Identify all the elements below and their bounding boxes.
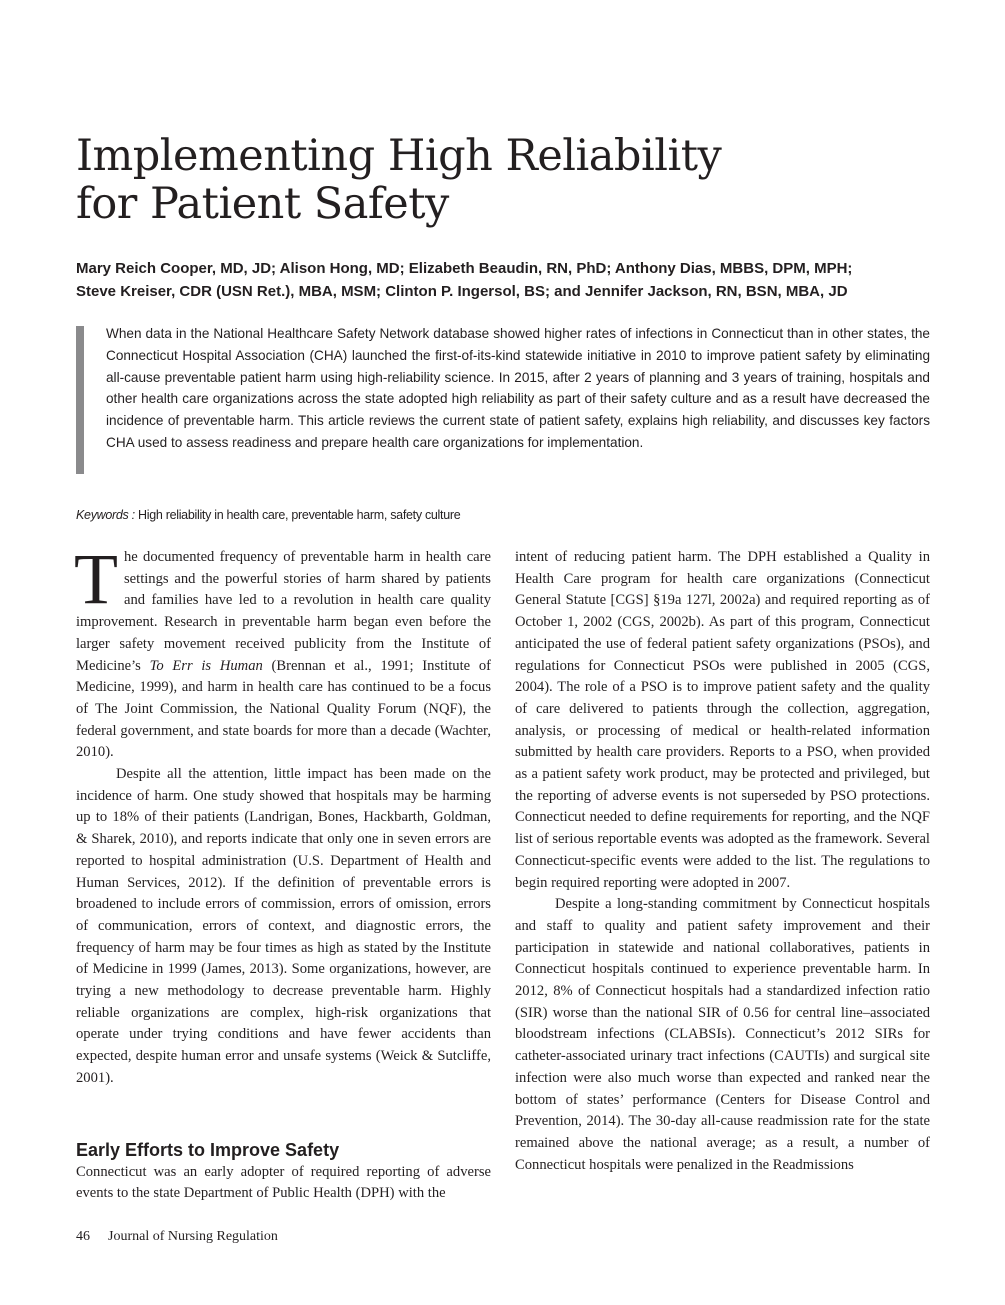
author-line-1: Mary Reich Cooper, MD, JD; Alison Hong, MD; Elizabeth Beaudin, RN, PhD; Anthony Dias, MBBS, DPM, MPH; <box>76 260 853 277</box>
body-paragraph-1-text-b: (Brennan et al., 1991; Institute of Medicine, 1999), and harm in health care has continued to be a focus of The Joint Commission, the National Quality Forum (NQF), the federal government, and state boards for more than a decade (Wachter, 2010). <box>76 657 492 761</box>
article-title-line-1: Implementing High Reliability <box>76 131 722 181</box>
journal-name: Journal of Nursing Regulation <box>108 1229 278 1244</box>
drop-cap: T <box>74 539 118 619</box>
page-footer <box>76 1228 476 1246</box>
book-title: To Err is Human <box>149 657 263 674</box>
keywords-label: Keywords : <box>76 508 135 522</box>
body-paragraph-3-continued: intent of reducing patient harm. The DPH established a Quality in Health Care program for health care organizations (Connecticut General Statute [CGS] §19a 127l, 2002a) and required reporting as of October 1, 2002 (CGS, 2002b). As part of this program, Connecticut anticipated the use of federal patient safety organizations (PSOs), and regulations for Connecticut PSOs were published in 2005 (CGS, 2004). The role of a PSO is to improve patient safety and the quality of care delivered to patients through the collection, aggregation, analysis, or processing of medical or health-related information submitted by health care providers. Reports to a PSO, when provided as a patient safety work product, may be protected and privileged, but the reporting of adverse events is not superseded by PSO protections. Connecticut needed to define requirements for reporting, and the NQF list of serious reportable events was adopted as the framework. Several Connecticut-specific events were added to the list. The regulations to begin required reporting were adopted in 2007. <box>515 549 930 891</box>
body-paragraph-3-start: Connecticut was an early adopter of required reporting of adverse events to the state Department of Public Health (DPH) with the <box>76 1163 491 1202</box>
article-title <box>76 132 936 228</box>
abstract-accent-bar <box>76 326 84 474</box>
article-title-line-2: for Patient Safety <box>76 179 449 229</box>
body-column-right <box>515 547 930 1176</box>
body-paragraph-2: Despite all the attention, little impact has been made on the incidence of harm. One study showed that hospitals may be harming up to 18% of their patients (Landrigan, Bones, Hackbarth, Goldman, & Sharek, 2010), and reports indicate that only one in seven errors are reported to hospital administration (U.S. Department of Health and Human Services, 2012). If the definition of preventable errors is broadened to include errors of commission, errors of omission, errors of communication, errors of context, and diagnostic errors, the frequency of harm may be four times as high as stated by the Institute of Medicine in 1999 (James, 2013). Some organizations, however, are trying a new methodology to decrease preventable harm. Highly reliable organizations are complex, high-risk organizations that operate under trying conditions and have fewer accidents than expected, despite human error and unsafe systems (Weick & Sutcliffe, 2001). <box>76 766 491 1086</box>
author-line-2: Steve Kreiser, CDR (USN Ret.), MBA, MSM; Clinton P. Ingersol, BS; and Jennifer Jackson, RN, BSN, MBA, JD <box>76 283 848 300</box>
body-paragraph-1 <box>74 539 492 764</box>
section-heading: Early Efforts to Improve Safety <box>76 1139 340 1160</box>
body-paragraph-4: Despite a long-standing commitment by Connecticut hospitals and staff to quality and patient safety improvement and their participation in statewide and national collaboratives, patients in Connecticut hospitals continued to experience preventable harm. In 2012, 8% of Connecticut hospitals had a standardized infection ratio (SIR) worse than the national SIR of 0.56 for central line–associated bloodstream infections (CLABSIs). Connecticut’s 2012 SIRs for catheter-associated urinary tract infections (CAUTIs) and surgical site infection were also much worse than expected and ranked near the bottom of states’ performance (Centers for Disease Control and Prevention, 2014). The 30-day all-cause readmission rate for the state remained above the national average; as a result, a number of Connecticut hospitals were penalized in the Readmissions <box>515 896 930 1173</box>
keywords <box>76 506 936 524</box>
keywords-text: High reliability in health care, preventable harm, safety culture <box>138 508 461 522</box>
abstract: When data in the National Healthcare Safety Network database showed higher rates of infections in Connecticut than in other states, the Connecticut Hospital Association (CHA) launched the first-of-its-kind statewide initiative in 2010 to improve patient safety by eliminating all-cause preventable patient harm using high-reliability science. In 2015, after 2 years of planning and 3 years of training, hospitals and other health care organizations across the state adopted high reliability as part of their safety culture and as a result have decreased the incidence of preventable harm. This article reviews the current state of patient safety, explains high reliability, and discusses key factors CHA used to assess readiness and prepare health care organizations for implementation. <box>106 326 930 450</box>
body-column-left <box>74 539 492 1205</box>
author-list <box>76 257 936 303</box>
body-paragraph-1-text-a: he documented frequency of preventable harm in health care settings and the powerful stories of harm shared by patients and families have led to a revolution in health care quality improvement. Research in preventable harm began even before the larger safety movement received publicity from the Institute of Medicine’s <box>76 549 491 674</box>
page-number: 46 <box>76 1229 90 1244</box>
